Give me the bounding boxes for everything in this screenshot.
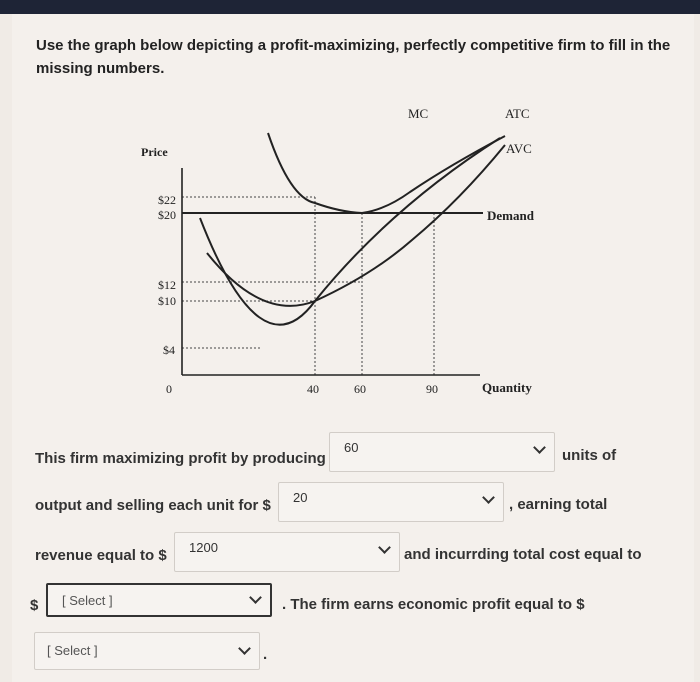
atc-curve (268, 133, 505, 213)
profit-select-placeholder: [ Select ] (47, 643, 98, 658)
total-cost-select-placeholder: [ Select ] (62, 593, 113, 608)
x-axis-label: Quantity (482, 380, 532, 395)
period: . (263, 646, 268, 663)
chevron-down-icon (238, 642, 251, 655)
price-select[interactable] (278, 482, 504, 522)
atc-label: ATC (505, 106, 530, 121)
demand-label: Demand (487, 208, 534, 223)
price-tick-20: $20 (158, 208, 176, 222)
price-tick-12: $12 (158, 278, 176, 292)
sentence-6: and incurrding total cost equal to (404, 546, 642, 563)
price-tick-22: $22 (158, 193, 176, 207)
chevron-down-icon (482, 491, 495, 504)
price-tick-10: $10 (158, 294, 176, 308)
sentence-7: . The firm earns economic profit equal to $ (282, 596, 585, 613)
sentence-2: units of (562, 447, 617, 464)
qty-tick-60: 60 (354, 382, 366, 396)
revenue-select-value: 1200 (189, 540, 218, 555)
origin-label: 0 (166, 382, 172, 396)
sentence-3: output and selling each unit for $ (35, 497, 271, 514)
sentence-5: revenue equal to $ (35, 547, 167, 564)
dollar-sign: $ (30, 597, 39, 614)
profit-select[interactable] (34, 632, 260, 670)
quantity-select-value: 60 (344, 440, 359, 455)
question-text: Use the graph below depicting a profit-maximizing, perfectly competitive firm to fill in the missing numbers. (36, 37, 671, 77)
sentence-4: , earning total (509, 496, 608, 513)
price-select-value: 20 (293, 490, 308, 505)
mc-curve (200, 138, 500, 325)
y-axis-label: Price (141, 145, 168, 159)
sentence-1: This firm maximizing profit by producing (35, 450, 326, 467)
chevron-down-icon (378, 541, 391, 554)
price-tick-4: $4 (163, 343, 175, 357)
avc-label: AVC (506, 141, 532, 156)
qty-tick-40: 40 (307, 382, 319, 396)
chevron-down-icon (249, 591, 262, 604)
revenue-select[interactable] (174, 532, 400, 572)
quantity-select[interactable] (329, 432, 555, 472)
mc-label: MC (408, 106, 429, 121)
total-cost-select[interactable] (46, 583, 272, 617)
qty-tick-90: 90 (426, 382, 438, 396)
chevron-down-icon (533, 441, 546, 454)
